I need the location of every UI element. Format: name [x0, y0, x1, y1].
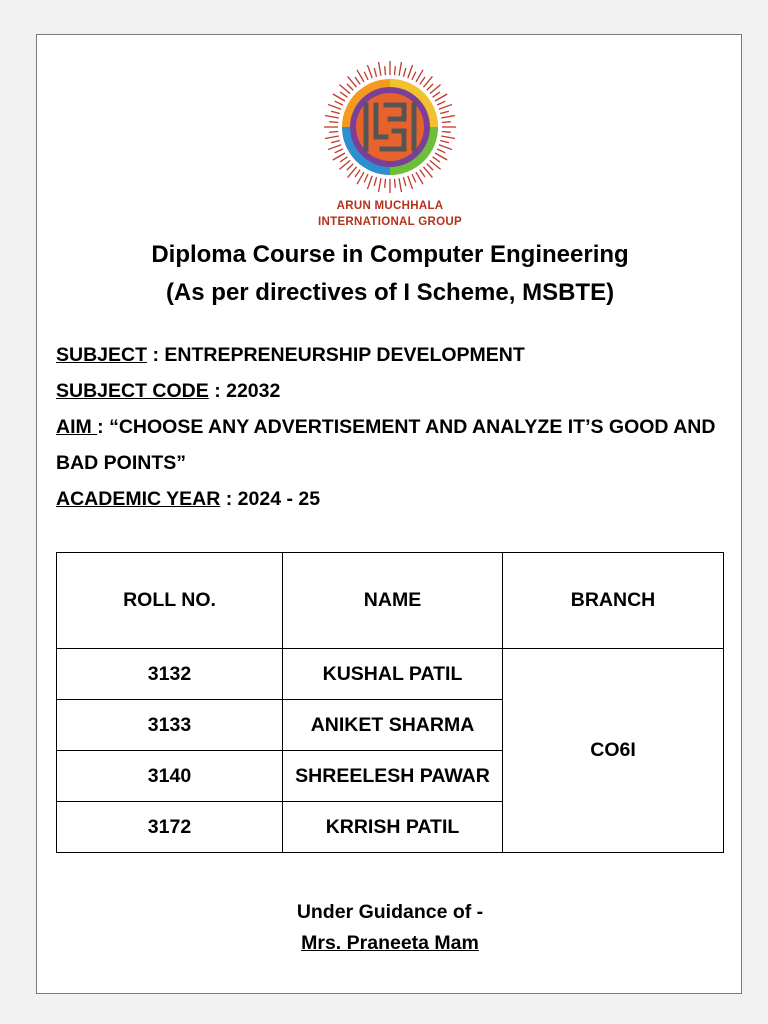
roll-cell: 3172	[57, 802, 283, 853]
logo-ray	[328, 104, 341, 109]
course-subtitle: (As per directives of I Scheme, MSBTE)	[165, 279, 615, 306]
logo-ray	[374, 68, 376, 77]
academic-year-value: : 2024 - 25	[220, 488, 321, 510]
logo-ray	[403, 177, 405, 186]
logo-ray	[440, 111, 449, 113]
logo-ray	[441, 116, 455, 118]
mentor-name: Mrs. Praneeta Mam	[301, 932, 479, 954]
logo-ray	[364, 72, 368, 80]
logo-ray	[335, 149, 343, 153]
logo-ray	[395, 179, 396, 188]
course-title: Diploma Course in Computer Engineering	[151, 241, 629, 268]
name-cell: ANIKET SHARMA	[283, 700, 503, 751]
student-table	[56, 552, 724, 853]
roll-cell: 3140	[57, 751, 283, 802]
logo-ray	[439, 104, 452, 109]
logo-ray	[440, 140, 449, 142]
subject-info	[56, 337, 726, 517]
logo-ray	[435, 153, 447, 160]
logo-ray	[357, 172, 364, 184]
logo-ray	[364, 174, 368, 182]
logo-ray	[340, 157, 347, 162]
logo-ray	[416, 70, 423, 82]
logo-ray	[355, 170, 360, 177]
guidance-block	[37, 897, 743, 959]
logo-ray	[437, 101, 445, 105]
roll-cell: 3132	[57, 649, 283, 700]
logo-ray	[399, 178, 401, 192]
aim-value: : “CHOOSE ANY ADVERTISEMENT AND ANALYZE IT’S GOOD AND BAD POINTS”	[56, 416, 716, 474]
table-row	[57, 649, 724, 700]
subject-label: SUBJECT	[56, 344, 148, 366]
logo-ray	[333, 94, 345, 101]
subject-code-label: SUBJECT CODE	[56, 380, 209, 402]
subject-line	[56, 337, 726, 373]
subject-code-value: : 22032	[208, 380, 281, 402]
logo-emblem-icon	[320, 57, 460, 197]
logo-ray	[357, 70, 364, 82]
logo-ray	[331, 140, 340, 142]
logo-ray	[427, 164, 433, 170]
logo-ray	[329, 132, 338, 133]
logo-ray	[328, 145, 341, 150]
logo-org-line2: INTERNATIONAL GROUP	[318, 216, 462, 228]
logo-ray	[416, 172, 423, 184]
logo-ray	[347, 164, 353, 170]
logo-ray	[408, 65, 413, 78]
aim-label: AIM	[56, 416, 98, 438]
name-cell: SHREELESH PAWAR	[283, 751, 503, 802]
logo-ray	[437, 149, 445, 153]
logo-ray	[325, 116, 339, 118]
logo-org-line1: ARUN MUCHHALA	[336, 200, 444, 212]
logo-ray	[433, 92, 440, 97]
logo-ray	[435, 94, 447, 101]
branch-cell: CO6I	[503, 649, 724, 853]
logo-ray	[374, 177, 376, 186]
guidance-label: Under Guidance of -	[296, 901, 484, 923]
logo-ray	[399, 62, 401, 76]
logo-ray	[333, 153, 345, 160]
logo-ray	[427, 84, 433, 90]
name-cell: KRRISH PATIL	[283, 802, 503, 853]
subject-value: : ENTREPRENEURSHIP DEVELOPMENT	[147, 344, 525, 366]
logo-ray	[420, 170, 425, 177]
logo-ray	[335, 101, 343, 105]
logo	[37, 57, 743, 229]
logo-ray	[412, 174, 416, 182]
name-cell: KUSHAL PATIL	[283, 649, 503, 700]
logo-ray	[441, 136, 455, 138]
academic-year-label: ACADEMIC YEAR	[56, 488, 221, 510]
subject-code-line	[56, 373, 726, 409]
header-name: NAME	[283, 553, 503, 649]
logo-ray	[347, 84, 353, 90]
logo-ray	[385, 179, 386, 188]
logo-ray	[408, 176, 413, 189]
logo-ray	[367, 65, 372, 78]
aim-line	[56, 409, 726, 481]
logo-ray	[367, 176, 372, 189]
document-page	[36, 34, 742, 994]
logo-ray	[325, 136, 339, 138]
academic-year-line	[56, 481, 726, 517]
logo-ray	[329, 122, 338, 123]
logo-ray	[433, 157, 440, 162]
roll-cell: 3133	[57, 700, 283, 751]
logo-ray	[403, 68, 405, 77]
logo-ray	[340, 92, 347, 97]
logo-ray	[412, 72, 416, 80]
logo-ray	[439, 145, 452, 150]
logo-ray	[385, 66, 386, 75]
logo-ray	[395, 66, 396, 75]
table-header-row	[57, 553, 724, 649]
logo-ray	[379, 62, 381, 76]
logo-ray	[420, 77, 425, 84]
logo-ray	[442, 122, 451, 123]
header-branch: BRANCH	[503, 553, 724, 649]
logo-ray	[331, 111, 340, 113]
header-roll-no: ROLL NO.	[57, 553, 283, 649]
logo-ray	[379, 178, 381, 192]
logo-ray	[442, 132, 451, 133]
logo-ray	[355, 77, 360, 84]
